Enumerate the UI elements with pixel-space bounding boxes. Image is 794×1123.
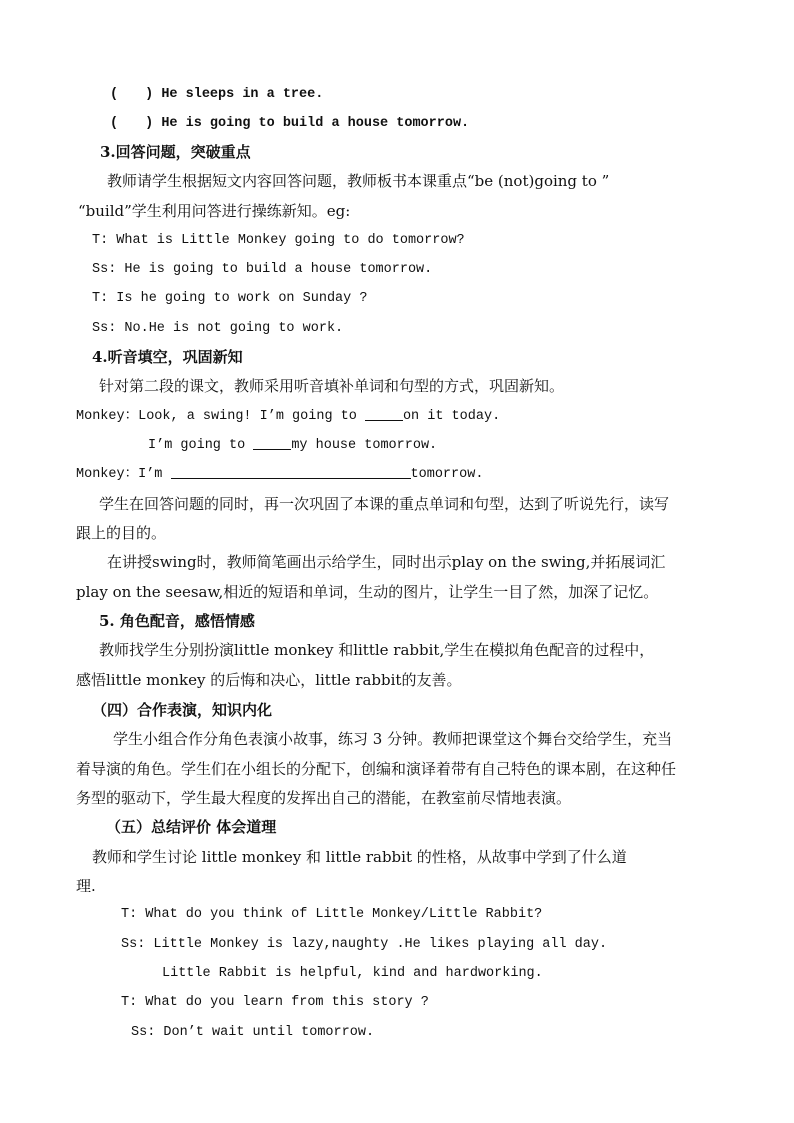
dialogue-line: T: What do you think of Little Monkey/Little Rabbit? [121,907,543,922]
fill-blank[interactable] [253,449,291,450]
fill-text: Monkey：I’m [76,467,171,482]
section4-para1-line1: 学生在回答问题的同时，再一次巩固了本课的重点单词和句型，达到了听说先行，读写 [99,495,670,513]
part4-line3: 务型的驱动下，学生最大程度的发挥出自己的潜能，在教室前尽情地表演。 [76,789,572,807]
judge-text: He is going to build a house tomorrow. [161,116,470,131]
part5-heading: （五）总结评价 体会道理 [106,818,277,836]
section5-line1: 教师找学生分别扮演little monkey 和little rabbit,学生在模拟角色配音的过程中， [99,641,655,659]
judge-bracket: ( ) [110,116,154,131]
dialogue-line: Ss: Don’t wait until tomorrow. [131,1025,375,1040]
dialogue-line: T: Is he going to work on Sunday ? [92,291,368,306]
section3-para-line2: “build”学生利用问答进行操练新知。eg: [78,202,351,220]
dialogue-line: Ss: Little Monkey is lazy,naughty .He likes playing all day. [121,937,608,952]
section5-heading: 5. 角色配音，感悟情感 [99,612,255,630]
section5-line2: 感悟little monkey 的后悔和决心，little rabbit的友善。 [76,671,462,689]
section4-para1-line2: 跟上的目的。 [76,524,167,542]
judge-item-1 [110,88,323,102]
section3-heading: 3.回答问题，突破重点 [100,143,251,161]
fill-text: Monkey：Look, a swing! I’m going to [76,409,365,424]
dialogue-line: Ss: No.He is not going to work. [92,321,344,336]
section4-para2-line1: 在讲授swing时，教师简笔画出示给学生，同时出示play on the swing,并拓展词汇 [107,553,666,571]
section4-heading: 4.听音填空，巩固新知 [92,348,243,366]
dialogue-line: Little Rabbit is helpful, kind and hardworking. [162,966,543,981]
part5-line2: 理. [76,877,96,895]
dialogue-line: T: What do you learn from this story ? [121,995,429,1010]
section4-intro: 针对第二段的课文，教师采用听音填补单词和句型的方式，巩固新知。 [99,377,565,395]
judge-text: He sleeps in a tree. [161,87,324,102]
fill-line-3 [76,468,483,482]
fill-text: on it today. [402,409,501,424]
part4-heading: （四）合作表演，知识内化 [92,701,273,719]
part4-line2: 着导演的角色。学生们在小组长的分配下，创编和演译着带有自己特色的课本剧，在这种任 [76,760,677,778]
judge-item-2 [110,117,469,131]
dialogue-line: T: What is Little Monkey going to do tomorrow? [92,233,465,248]
dialogue-line: Ss: He is going to build a house tomorrow. [92,262,433,277]
fill-blank[interactable] [171,478,411,479]
fill-line-1 [76,410,500,424]
fill-text: my house tomorrow. [291,438,438,453]
fill-blank[interactable] [365,420,403,421]
fill-text: tomorrow. [410,467,484,482]
fill-text: I’m going to [148,438,254,453]
part5-line1: 教师和学生讨论 little monkey 和 little rabbit 的性格，从故事中学到了什么道 [92,848,627,866]
section3-para-line1: 教师请学生根据短文内容回答问题，教师板书本课重点“be (not)going to ” [107,172,610,190]
section4-para2-line2: play on the seesaw,相近的短语和单词，生动的图片，让学生一目了然，加深了记忆。 [76,583,659,601]
judge-bracket: ( ) [110,87,154,102]
fill-line-2 [148,439,437,453]
part4-line1: 学生小组合作分角色表演小故事，练习 3 分钟。教师把课堂这个舞台交给学生，充当 [113,730,673,748]
